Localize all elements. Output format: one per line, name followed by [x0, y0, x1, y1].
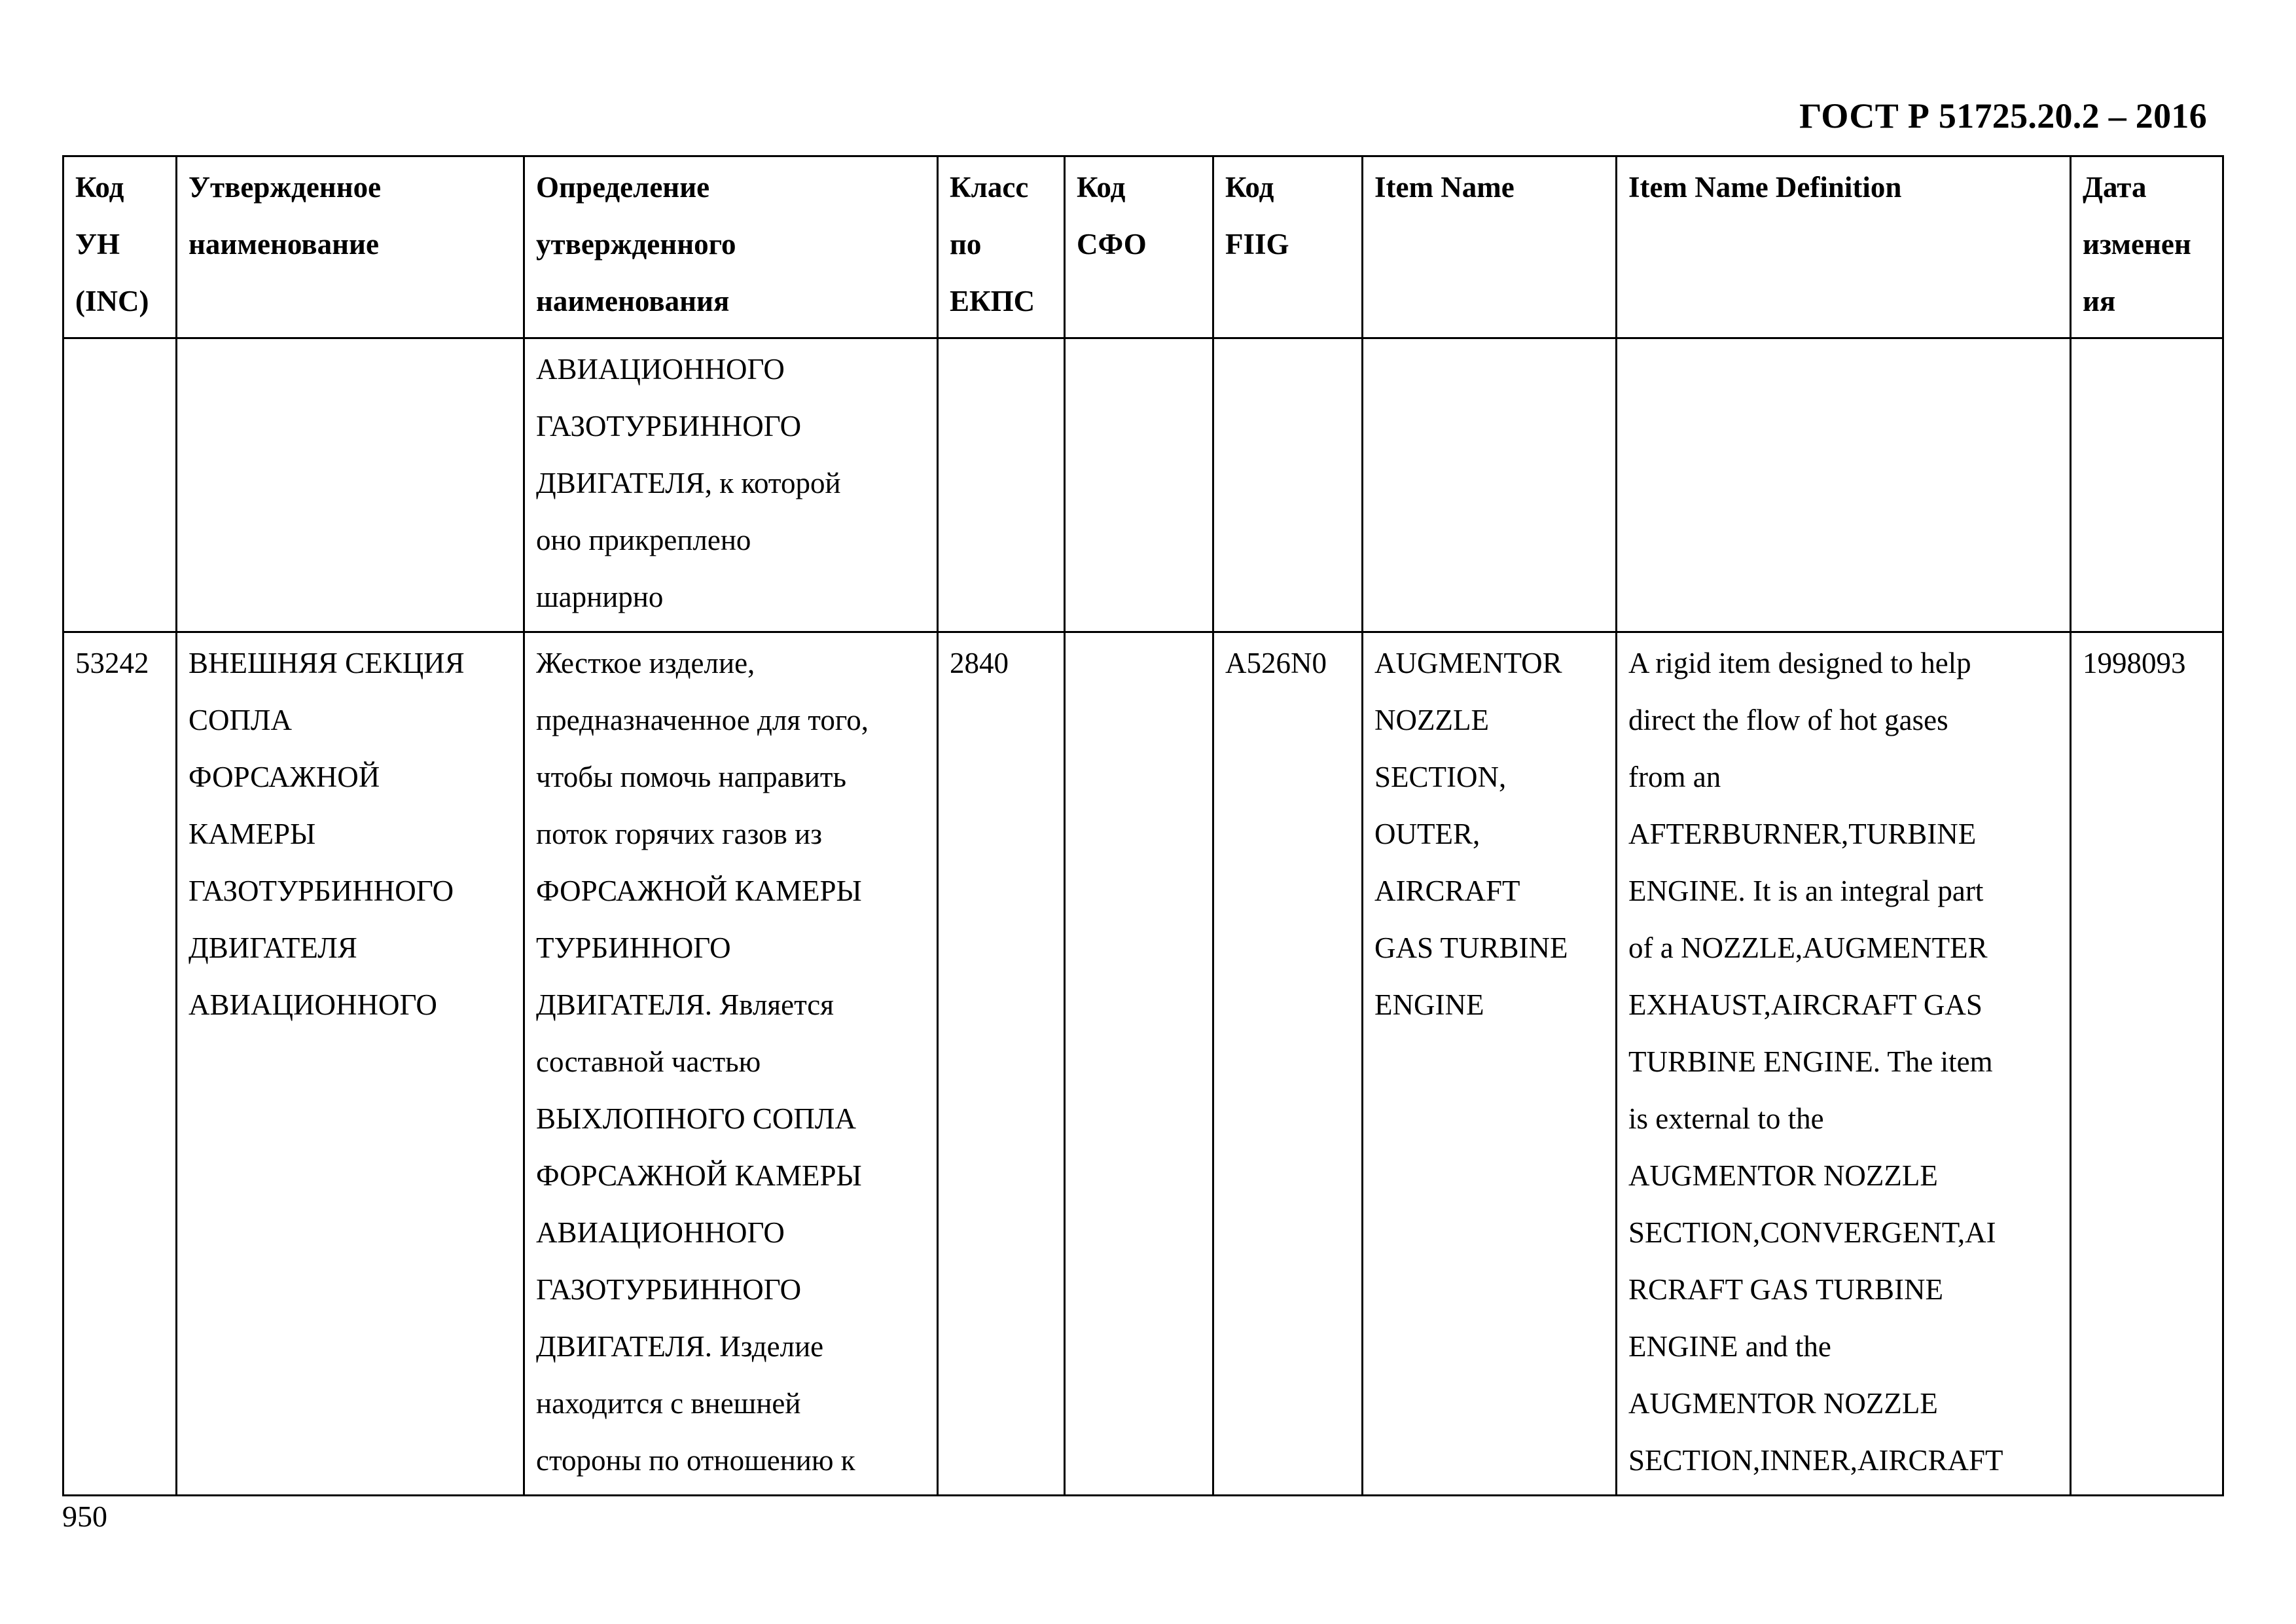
document-standard-code: ГОСТ Р 51725.20.2 – 2016 — [1799, 96, 2207, 135]
cell-line: AFTERBURNER,TURBINE — [1628, 818, 1977, 850]
cell-line: A526N0 — [1225, 647, 1327, 679]
cell-line: direct the flow of hot gases — [1628, 704, 1948, 736]
header-line: Определение — [536, 171, 710, 204]
cell-line: СОПЛА — [188, 704, 293, 736]
cell-line: ENGINE — [1374, 988, 1484, 1021]
cell-definition — [524, 632, 938, 1496]
header-line: Код — [1225, 171, 1274, 204]
cell-inc — [63, 338, 177, 632]
header-line: Код — [75, 171, 124, 204]
header-line: наименование — [188, 228, 379, 261]
cell-sfo-code — [1065, 338, 1213, 632]
cell-line: EXHAUST,AIRCRAFT GAS — [1628, 988, 1982, 1021]
cell-line: ВНЕШНЯЯ СЕКЦИЯ — [188, 647, 465, 679]
table-header — [63, 156, 2223, 338]
cell-line: шарнирно — [536, 581, 664, 613]
cell-line: поток горячих газов из — [536, 818, 822, 850]
cell-line: A rigid item designed to help — [1628, 647, 1971, 679]
cell-line: ДВИГАТЕЛЯ — [188, 931, 357, 964]
cell-line: OUTER, — [1374, 818, 1480, 850]
header-item-name — [1363, 156, 1617, 338]
cell-line: АВИАЦИОННОГО — [188, 988, 437, 1021]
cell-item-name — [1363, 338, 1617, 632]
cell-change-date — [2071, 338, 2223, 632]
cell-line: ENGINE. It is an integral part — [1628, 875, 1984, 907]
cell-line: from an — [1628, 761, 1721, 793]
header-item-name-definition — [1617, 156, 2071, 338]
header-approved-name — [177, 156, 524, 338]
table-body — [63, 338, 2223, 1496]
cell-line: SECTION,CONVERGENT,AI — [1628, 1216, 1996, 1249]
cell-line: ENGINE and the — [1628, 1330, 1831, 1363]
cell-line: ДВИГАТЕЛЯ, к которой — [536, 467, 841, 499]
cell-line: SECTION,INNER,AIRCRAFT — [1628, 1444, 2003, 1477]
cell-line: КАМЕРЫ — [188, 818, 316, 850]
cell-line: ВЫХЛОПНОГО СОПЛА — [536, 1102, 856, 1135]
table-row — [63, 338, 2223, 632]
table-row — [63, 632, 2223, 1496]
cell-line: AUGMENTOR NOZZLE — [1628, 1387, 1938, 1420]
cell-line: AUGMENTOR — [1374, 647, 1562, 679]
cell-line: NOZZLE — [1374, 704, 1489, 736]
cell-line: ГАЗОТУРБИННОГО — [536, 410, 802, 442]
cell-line: АВИАЦИОННОГО — [536, 1216, 785, 1249]
catalog-table — [62, 155, 2224, 1496]
header-line: УН — [75, 228, 120, 261]
cell-line: TURBINE ENGINE. The item — [1628, 1045, 1993, 1078]
cell-approved-name — [177, 632, 524, 1496]
header-line: утвержденного — [536, 228, 736, 261]
header-line: Item Name Definition — [1628, 171, 1902, 204]
cell-line: АВИАЦИОННОГО — [536, 353, 785, 386]
cell-line: RCRAFT GAS TURBINE — [1628, 1273, 1943, 1306]
header-ekps-class — [938, 156, 1065, 338]
header-line: Дата — [2083, 171, 2147, 204]
cell-line: ДВИГАТЕЛЯ. Является — [536, 988, 834, 1021]
cell-change-date — [2071, 632, 2223, 1496]
header-line: по — [950, 228, 982, 261]
cell-line: of a NOZZLE,AUGMENTER — [1628, 931, 1988, 964]
cell-item-name-definition — [1617, 338, 2071, 632]
cell-definition — [524, 338, 938, 632]
cell-line: Жесткое изделие, — [536, 647, 755, 679]
header-line: Item Name — [1374, 171, 1515, 204]
cell-line: is external to the — [1628, 1102, 1824, 1135]
header-change-date — [2071, 156, 2223, 338]
cell-fiig-code — [1213, 338, 1363, 632]
cell-line: предназначенное для того, — [536, 704, 869, 736]
cell-line: ГАЗОТУРБИННОГО — [188, 875, 454, 907]
cell-line: ГАЗОТУРБИННОГО — [536, 1273, 802, 1306]
cell-line: находится с внешней — [536, 1387, 801, 1420]
cell-line: AUGMENTOR NOZZLE — [1628, 1159, 1938, 1192]
cell-line: ФОРСАЖНОЙ КАМЕРЫ — [536, 1159, 862, 1192]
header-line: наименования — [536, 285, 730, 317]
header-definition — [524, 156, 938, 338]
cell-line: 53242 — [75, 647, 149, 679]
cell-inc — [63, 632, 177, 1496]
header-line: Класс — [950, 171, 1029, 204]
cell-line: GAS TURBINE — [1374, 931, 1568, 964]
page-number: 950 — [62, 1500, 107, 1533]
cell-line: AIRCRAFT — [1374, 875, 1520, 907]
header-line: (INC) — [75, 285, 149, 317]
header-line: FIIG — [1225, 228, 1289, 261]
cell-line: ФОРСАЖНОЙ КАМЕРЫ — [536, 875, 862, 907]
header-sfo-code — [1065, 156, 1213, 338]
cell-line: 2840 — [950, 647, 1009, 679]
cell-line: составной частью — [536, 1045, 761, 1078]
cell-item-name-definition — [1617, 632, 2071, 1496]
cell-line: ФОРСАЖНОЙ — [188, 761, 380, 793]
header-row — [63, 156, 2223, 338]
cell-ekps-class — [938, 338, 1065, 632]
cell-sfo-code — [1065, 632, 1213, 1496]
cell-ekps-class — [938, 632, 1065, 1496]
cell-line: чтобы помочь направить — [536, 761, 847, 793]
cell-line: оно прикреплено — [536, 524, 751, 556]
header-inc — [63, 156, 177, 338]
cell-line: ДВИГАТЕЛЯ. Изделие — [536, 1330, 824, 1363]
header-line: СФО — [1077, 228, 1147, 261]
cell-item-name — [1363, 632, 1617, 1496]
cell-approved-name — [177, 338, 524, 632]
cell-line: SECTION, — [1374, 761, 1507, 793]
cell-fiig-code — [1213, 632, 1363, 1496]
header-fiig-code — [1213, 156, 1363, 338]
cell-line: 1998093 — [2083, 647, 2186, 679]
cell-line: стороны по отношению к — [536, 1444, 855, 1477]
header-line: Утвержденное — [188, 171, 382, 204]
header-line: ия — [2083, 285, 2116, 317]
header-line: изменен — [2083, 228, 2191, 261]
header-line: Код — [1077, 171, 1126, 204]
header-line: ЕКПС — [950, 285, 1035, 317]
cell-line: ТУРБИННОГО — [536, 931, 731, 964]
